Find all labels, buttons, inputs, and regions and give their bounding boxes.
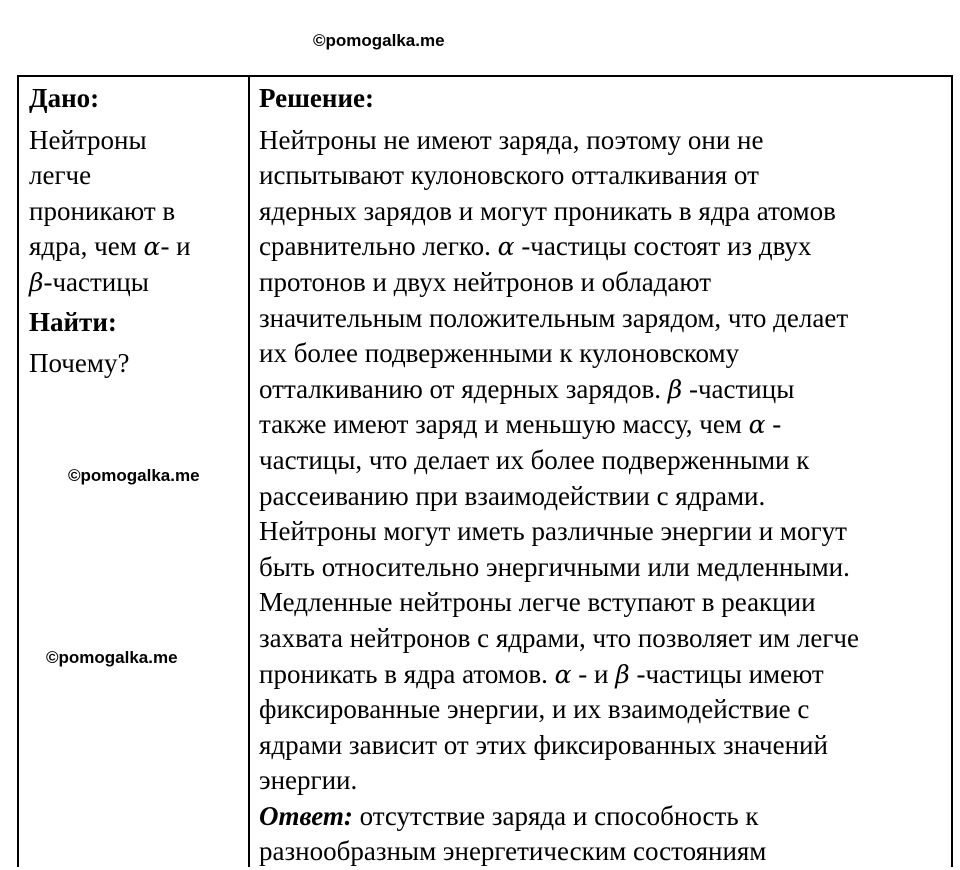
watermark-top: ©pomogalka.me bbox=[313, 31, 445, 50]
answer-label: Ответ: bbox=[259, 800, 353, 831]
beta-symbol: β bbox=[615, 659, 630, 689]
beta-symbol: β bbox=[29, 267, 44, 297]
solution-line: ядерных зарядов и могут проникать в ядра атомов bbox=[259, 195, 836, 226]
solution-line: захвата нейтронов с ядрами, что позволяет им легче bbox=[259, 622, 859, 653]
solution-line: проникать в ядра атомов. α - и β -частицы имеют bbox=[259, 658, 824, 689]
given-line: проникают в bbox=[29, 195, 176, 226]
solution-line: частицы, что делает их более подверженными к bbox=[259, 444, 810, 475]
solution-line: также имеют заряд и меньшую массу, чем α - bbox=[259, 409, 782, 440]
solution-line: рассеиванию при взаимодействии с ядрами. bbox=[259, 480, 766, 511]
watermark-middle: ©pomogalka.me bbox=[68, 466, 200, 485]
column-divider bbox=[248, 77, 250, 867]
answer-line bbox=[259, 799, 949, 835]
solution-table bbox=[17, 75, 953, 867]
solution-line: сравнительно легко. α -частицы состоят из двух bbox=[259, 231, 812, 262]
alpha-symbol: α bbox=[497, 232, 515, 262]
solution-column bbox=[259, 81, 949, 870]
solution-text bbox=[259, 123, 949, 799]
given-line: легче bbox=[29, 160, 92, 191]
solution-line: протонов и двух нейтронов и обладают bbox=[259, 266, 712, 297]
alpha-symbol: α bbox=[748, 410, 766, 440]
alpha-symbol: α bbox=[554, 659, 572, 689]
solution-line: Медленные нейтроны легче вступают в реакции bbox=[259, 587, 816, 618]
beta-symbol: β bbox=[667, 374, 683, 404]
find-heading: Найти: bbox=[29, 306, 117, 337]
solution-line: испытывают кулоновского отталкивания от bbox=[259, 160, 759, 191]
solution-line: Нейтроны могут иметь различные энергии и могут bbox=[259, 516, 847, 547]
solution-line: быть относительно энергичными или медленными. bbox=[259, 551, 850, 582]
answer-line: разнообразным энергетическим состояниям bbox=[259, 836, 767, 867]
given-column bbox=[29, 81, 239, 382]
watermark-bottom: ©pomogalka.me bbox=[46, 648, 178, 667]
answer-text: отсутствие заряда и способность к bbox=[352, 800, 759, 831]
solution-line: фиксированные энергии, и их взаимодействие с bbox=[259, 694, 810, 725]
given-line: ядра, чем α- и bbox=[29, 231, 191, 262]
solution-line: отталкиванию от ядерных зарядов. β -частицы bbox=[259, 373, 795, 404]
alpha-symbol: α bbox=[143, 232, 161, 262]
given-line: β-частицы bbox=[29, 266, 149, 297]
solution-line: значительным положительным зарядом, что делает bbox=[259, 302, 849, 333]
solution-line: ядрами зависит от этих фиксированных значений bbox=[259, 729, 828, 760]
find-text: Почему? bbox=[29, 348, 130, 379]
solution-heading: Решение: bbox=[259, 83, 374, 113]
given-text bbox=[29, 123, 239, 301]
solution-line: их более подверженными к кулоновскому bbox=[259, 338, 740, 369]
given-heading: Дано: bbox=[29, 83, 100, 113]
answer-block bbox=[259, 799, 949, 870]
given-line: Нейтроны bbox=[29, 124, 147, 155]
solution-line: Нейтроны не имеют заряда, поэтому они не bbox=[259, 124, 764, 155]
solution-line: энергии. bbox=[259, 765, 358, 796]
